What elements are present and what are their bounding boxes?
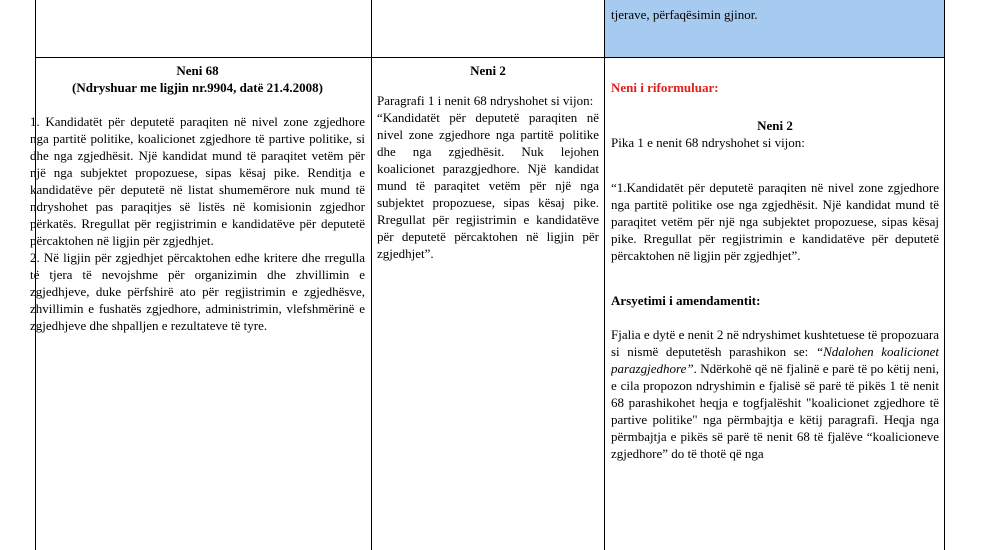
reformulated-title: Neni 2 (757, 118, 793, 133)
reformulated-intro: Pika 1 e nenit 68 ndryshohet si vijon: (611, 135, 805, 150)
table-line-mid2 (604, 0, 605, 550)
table-line-mid1 (371, 0, 372, 550)
reformulated-label: Neni i riformuluar: (611, 80, 719, 95)
column-original-article (30, 62, 365, 550)
amendment-title: Neni 2 (470, 63, 506, 78)
article-68-paragraph-1: 1. Kandidatët për deputetë paraqiten në nivel zone zgjedhore nga partitë politike, koalicionet zgjedhore të partive politike, si dhe nga zgjedhësit. Një kandidat mund të paraqitet vetëm për një nga subjektet propozuese, sipas kësaj pike. Renditja e kandidatëve për deputetë në listat shumemërore nuk mund të ndryshohet pas paraqitjes së listës në komisionin zgjedhor përkatës. Rregullat për regjistrimin e kandidatëve për deputetë përcaktohen në ligjin për zgjedhjet. (30, 114, 365, 248)
article-68-subtitle: (Ndryshuar me ligjin nr.9904, datë 21.4.2008) (72, 80, 323, 95)
table-line-right (944, 0, 945, 550)
reasoning-paragraph (611, 326, 939, 462)
reasoning-text-before: Fjalia e dytë e nenit 2 në ndryshimet kushtetuese të propozuara si nismë deputetësh parashikon se: (611, 327, 939, 359)
article-68-paragraph-2: 2. Në ligjin për zgjedhjet përcaktohen edhe kritere dhe rregulla të tjera të nevojshme për organizimin dhe zhvillimin e zgjedhjeve, duke përfshirë ato për regjistrimin e zgjedhësve, zhvillimin e fushatës zgjedhore, administrimin, vlefshmërinë e zgjedhjeve dhe shpalljen e rezultateve të tyre. (30, 250, 365, 333)
column-proposed-amendment (377, 62, 599, 550)
top-right-fragment: tjerave, përfaqësimin gjinor. (611, 7, 758, 22)
reasoning-heading: Arsyetimi i amendamentit: (611, 293, 761, 308)
table-line-row (35, 57, 945, 58)
reformulated-quote: “1.Kandidatët për deputetë paraqiten në nivel zone zgjedhore nga partitë politike ose nga zgjedhësit. Një kandidat mund të paraqitet vetëm për një nga subjektet propozuese, sipas kësaj pike. Rregullat për regjistrimin e kandidatëve për deputetë përcaktohen në ligjin për zgjedhjet”. (611, 180, 939, 263)
amendment-intro: Paragrafi 1 i nenit 68 ndryshohet si vijon: (377, 93, 594, 108)
article-68-title: Neni 68 (176, 63, 219, 78)
column-reformulated (611, 62, 939, 550)
amendment-quote: “Kandidatët për deputetë paraqiten në nivel zone zgjedhore nga partitë politike dhe nga zgjedhësit. Nuk lejohen koalicionet parazgjedhore. Një kandidat mund të paraqitet vetëm për një nga subjektet propozuese, sipas kësaj pike. Rregullat për regjistrimin e kandidatëve për deputetë përcaktohen në ligjin për zgjedhjet”. (377, 110, 599, 261)
reasoning-quote-italic: “Ndalohen koalicionet parazgjedhore” (611, 344, 939, 376)
reasoning-text-after: . Ndërkohë që në fjalinë e parë të po këtij neni, e cila propozon ndryshimin e fjalisë së parë të pikës 1 të nenit 68 parashikohet heqja e togfjalëshit "koalicionet zgjedhore të partive politike" nga përmbajtja e këtij paragrafi. Heqja nga përmbajtja e pikës së parë të nenit 68 të fjalëve “koalicioneve zgjedhore” do të thotë që nga (611, 361, 939, 461)
top-right-cell (611, 6, 939, 23)
